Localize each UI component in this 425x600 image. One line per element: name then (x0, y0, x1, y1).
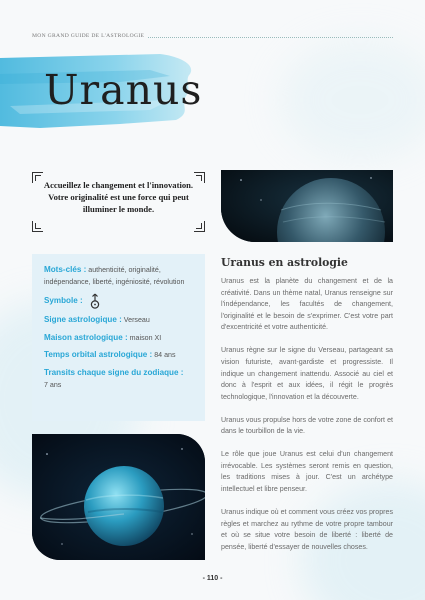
quote-text: Accueillez le changement et l'innovation. Votre originalité est une force qui peut illuminer le monde. (43, 180, 194, 215)
orbit-row (44, 349, 197, 362)
house-value: maison XI (129, 333, 162, 342)
info-box (32, 254, 205, 421)
body-paragraph: Uranus est la planète du changement et de la créativité. Dans un thème natal, Uranus renseigne sur l'indépendance, les facultés de changement, l'originalité et le besoin de s'exprimer. C'est votre part d'excentricité et votre authenticité. (221, 277, 393, 332)
quote-box (32, 172, 205, 232)
frame-corner (196, 175, 202, 181)
body-paragraph: Uranus indique où et comment vous créez vos propres règles et marchez au rythme de votre propre tambour et où se situe votre besoin de liberté : liberté de pensée, liberté d'essayer de nouvelles choses. (221, 508, 393, 551)
keywords-value: authenticité, originalité, indépendance, liberté, ingéniosité, révolution (44, 266, 185, 286)
body-paragraph: Le rôle que joue Uranus est celui d'un changement irrévocable. Les systèmes seront remis en question, les traditions mises à jour. C'est un archétype intellectuel et libre penseur. (221, 450, 393, 494)
sign-row (44, 314, 197, 327)
symbol-row (44, 293, 197, 309)
frame-corner (35, 175, 41, 181)
running-header (32, 33, 393, 39)
sign-value: Verseau (123, 316, 150, 325)
uranus-closeup-image (221, 170, 393, 242)
orbit-value: 84 ans (154, 351, 176, 360)
transit-value: 7 ans (44, 380, 62, 389)
house-row (44, 332, 197, 345)
house-label: Maison astrologique : (44, 332, 128, 342)
body-paragraph: Uranus règne sur le signe du Verseau, partageant sa vision futuriste, avant-gardiste et progressiste. Il indique un changement inattendu. Associé au ciel et donc à l'esprit et aux idées, il régit le progrès technologique, l'innovation et la découverte. (221, 346, 393, 401)
body-paragraph: Uranus vous propulse hors de votre zone de confort et dans le tourbillon de la vie. (221, 415, 393, 436)
transit-row (44, 367, 197, 391)
uranus-symbol-icon (89, 293, 101, 309)
keywords-label: Mots-clés : (44, 265, 87, 274)
keywords-row (44, 264, 197, 288)
body-text (221, 276, 393, 565)
sign-label: Signe astrologique : (44, 315, 122, 325)
watercolor-wash (280, 40, 425, 160)
running-title: MON GRAND GUIDE DE L'ASTROLOGIE (32, 33, 145, 39)
symbol-label: Symbole : (44, 296, 83, 306)
frame-corner (196, 223, 202, 229)
transit-label: Transits chaque signe du zodiaque : (44, 367, 184, 377)
page-title: Uranus (44, 66, 203, 114)
header-dotted-line (148, 37, 393, 38)
uranus-ring-image (32, 434, 205, 560)
frame-corner (35, 223, 41, 229)
page-number: - 110 - (202, 575, 223, 582)
section-title: Uranus en astrologie (221, 256, 348, 269)
orbit-label: Temps orbital astrologique : (44, 350, 153, 360)
